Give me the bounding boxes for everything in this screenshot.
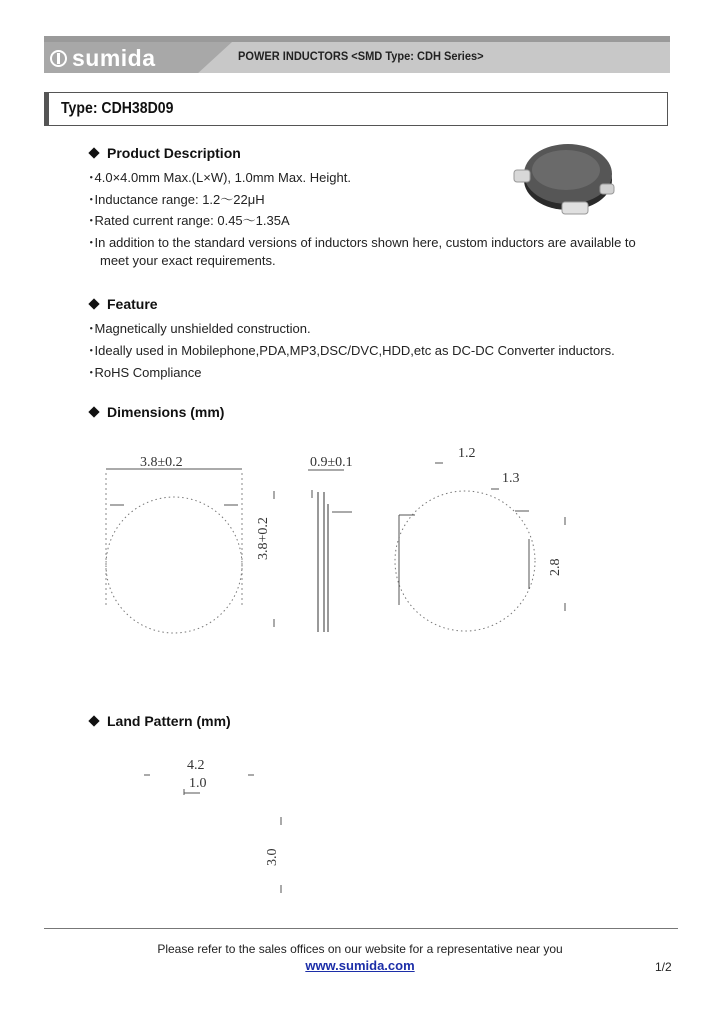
land-pattern-drawing (140, 765, 300, 895)
section-feature: Feature (90, 296, 158, 312)
footer-note: Please refer to the sales offices on our website for a representative near you (157, 942, 563, 956)
page-title: Type: CDH38D09 (61, 100, 174, 117)
land-height-label: 3.0 (265, 848, 280, 866)
desc-line-5: meet your exact requirements. (100, 253, 276, 268)
land-overall-label: 4.2 (187, 758, 205, 773)
bullet-diamond-icon (88, 406, 99, 417)
feature-line-3: ･RoHS Compliance (88, 365, 202, 380)
sumida-logo-icon (50, 50, 67, 67)
footer-divider (44, 928, 678, 929)
dim-terminal-c: 2.8 (548, 558, 563, 576)
dim-terminal-b: 1.3 (502, 471, 520, 486)
header-title: POWER INDUCTORS <SMD Type: CDH Series> (238, 49, 484, 63)
page-number: 1/2 (655, 960, 672, 974)
land-gap-label: 1.0 (189, 776, 207, 791)
desc-line-2: ･Inductance range: 1.2～22μH (88, 192, 265, 207)
bottom-view-drawing (395, 455, 575, 640)
dim-width-label: 3.8±0.2 (140, 455, 183, 470)
bullet-diamond-icon (88, 715, 99, 726)
feature-line-1: ･Magnetically unshielded construction. (88, 321, 311, 336)
dim-thickness-label: 0.9±0.1 (310, 455, 353, 470)
side-view-drawing (300, 462, 370, 637)
section-dimensions: Dimensions (mm) (90, 404, 224, 420)
website-link[interactable]: www.sumida.com (305, 958, 415, 973)
desc-line-4: ･In addition to the standard versions of inductors shown here, custom inductors are available to (88, 235, 636, 250)
feature-line-2: ･Ideally used in Mobilephone,PDA,MP3,DSC/DVC,HDD,etc as DC-DC Converter inductors. (88, 343, 615, 358)
bullet-diamond-icon (88, 147, 99, 158)
dim-height-label: 3.8+0.2 (256, 517, 271, 560)
bullet-diamond-icon (88, 298, 99, 309)
header-bar (44, 36, 670, 42)
desc-line-1: ･4.0×4.0mm Max.(L×W), 1.0mm Max. Height. (88, 170, 351, 185)
product-photo (512, 136, 624, 226)
type-box-accent (44, 92, 49, 126)
desc-line-3: ･Rated current range: 0.45～1.35A (88, 213, 290, 228)
dim-terminal-a: 1.2 (458, 446, 476, 461)
section-land-pattern: Land Pattern (mm) (90, 713, 231, 729)
section-product-description: Product Description (90, 145, 241, 161)
logo-text: sumida (72, 45, 156, 71)
